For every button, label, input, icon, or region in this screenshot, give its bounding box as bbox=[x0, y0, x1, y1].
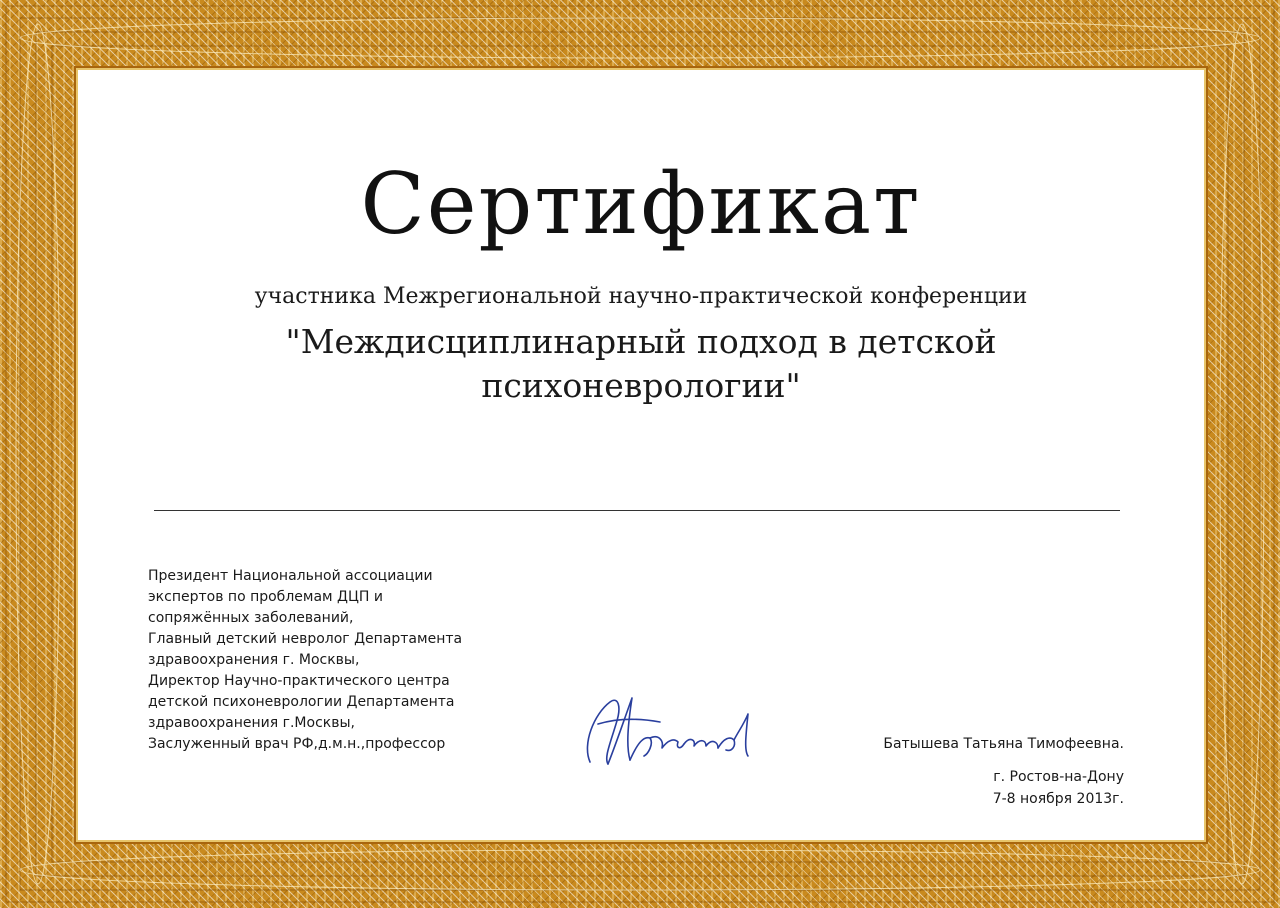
issuer-title-line: здравоохранения г.Москвы, bbox=[148, 715, 355, 731]
issuer-title-line: детской психоневрологии Департамента bbox=[148, 694, 455, 710]
issuer-title-line: Директор Научно-практического центра bbox=[148, 673, 450, 689]
issuer-title-line: Заслуженный врач РФ,д.м.н.,профессор bbox=[148, 736, 446, 752]
issue-date: 7-8 ноября 2013г. bbox=[992, 791, 1124, 807]
certificate-title: Сертификат bbox=[360, 155, 922, 253]
issue-place-date bbox=[778, 766, 1124, 810]
issuer-titles bbox=[148, 566, 548, 755]
issuer-title-line: экспертов по проблемам ДЦП и bbox=[148, 589, 383, 605]
issuer-title-line: здравоохранения г. Москвы, bbox=[148, 652, 360, 668]
conference-name-line-1: "Междисциплинарный подход в детской bbox=[285, 322, 997, 361]
conference-name bbox=[218, 320, 1064, 408]
certificate-subtitle: участника Межрегиональной научно-практической конференции bbox=[254, 284, 1028, 309]
conference-name-line-2: психоневрологии" bbox=[481, 366, 801, 405]
issuer-title-line: Президент Национальной ассоциации bbox=[148, 568, 433, 584]
recipient-name-line bbox=[154, 510, 1120, 511]
handwritten-signature bbox=[568, 684, 768, 784]
issuer-title-line: Главный детский невролог Департамента bbox=[148, 631, 463, 647]
issuer-title-line: сопряжённых заболеваний, bbox=[148, 610, 354, 626]
signer-name: Батышева Татьяна Тимофеевна. bbox=[883, 736, 1124, 752]
certificate-body bbox=[78, 70, 1204, 840]
issue-city: г. Ростов-на-Дону bbox=[993, 769, 1124, 785]
